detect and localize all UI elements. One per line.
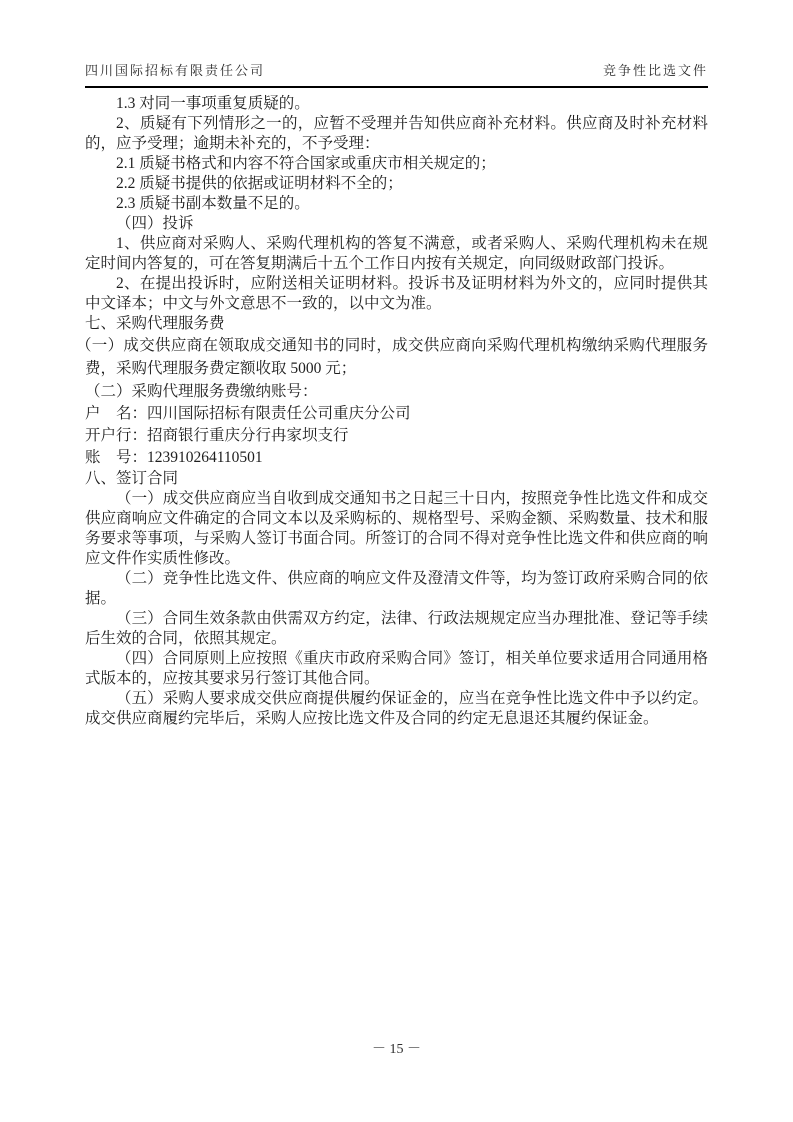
clause-2-1: 2.1 质疑书格式和内容不符合国家或重庆市相关规定的；: [116, 155, 496, 172]
section-8-clause-5: （五）采购人要求成交供应商提供履约保证金的，应当在竞争性比选文件中予以约定。成交供应商履约完毕后，采购人应按比选文件及合同的约定无息退还其履约保证金。: [85, 690, 708, 727]
bank-branch-line: 开户行：招商银行重庆分行冉家坝支行: [85, 427, 349, 444]
section-8-clause-3: （三）合同生效条款由供需双方约定，法律、行政法规规定应当办理批准、登记等手续后生效的合同，依照其规定。: [85, 610, 708, 647]
section-8-clause-2: （二）竞争性比选文件、供应商的响应文件及澄清文件等，均为签订政府采购合同的依据。: [85, 570, 708, 607]
complaint-clause-1: 1、供应商对采购人、采购代理机构的答复不满意，或者采购人、采购代理机构未在规定时间内答复的，可在答复期满后十五个工作日内按有关规定，向同级财政部门投诉。: [85, 235, 708, 272]
page-header: [85, 60, 708, 88]
section-8-clause-4: （四）合同原则上应按照《重庆市政府采购合同》签订，相关单位要求适用合同通用格式版本的，应按其要求另行签订其他合同。: [85, 650, 708, 687]
subsection-4-complaint-heading: （四）投诉: [116, 215, 194, 232]
account-name-line: 户 名：四川国际招标有限责任公司重庆分公司: [85, 405, 411, 422]
section-7-heading: 七、采购代理服务费: [85, 315, 225, 332]
section-8-heading: 八、签订合同: [85, 470, 179, 487]
section-7-clause-2: （二）采购代理服务费缴纳账号：: [85, 383, 318, 400]
document-body: [76, 94, 708, 729]
clause-2-3: 2.3 质疑书副本数量不足的。: [116, 195, 310, 212]
page-footer: [0, 1038, 793, 1058]
page-number: － 15 －: [372, 1042, 421, 1057]
clause-2: 2、质疑有下列情形之一的，应暂不受理并告知供应商补充材料。供应商及时补充材料的，应予受理；逾期未补充的，不予受理：: [85, 115, 708, 152]
section-8-clause-1: （一）成交供应商应当自收到成交通知书之日起三十日内，按照竞争性比选文件和成交供应商响应文件确定的合同文本以及采购标的、规格型号、采购金额、采购数量、技术和服务要求等事项，与采购人签订书面合同。所签订的合同不得对竞争性比选文件和供应商的响应文件作实质性修改。: [85, 490, 708, 567]
header-company-name: 四川国际招标有限责任公司: [85, 63, 266, 78]
clause-1-3: 1.3 对同一事项重复质疑的。: [116, 95, 310, 112]
clause-2-2: 2.2 质疑书提供的依据或证明材料不全的；: [116, 175, 403, 192]
header-document-type: 竞争性比选文件: [602, 63, 708, 78]
complaint-clause-2: 2、在提出投诉时，应附送相关证明材料。投诉书及证明材料为外文的，应同时提供其中文译本；中文与外文意思不一致的，以中文为准。: [85, 275, 708, 312]
account-number-line: 账 号：123910264110501: [85, 449, 263, 466]
page-content: [76, 60, 708, 729]
section-7-clause-1: （一）成交供应商在领取成交通知书的同时，成交供应商向采购代理机构缴纳采购代理服务费，采购代理服务费定额收取 5000 元；: [76, 337, 708, 377]
